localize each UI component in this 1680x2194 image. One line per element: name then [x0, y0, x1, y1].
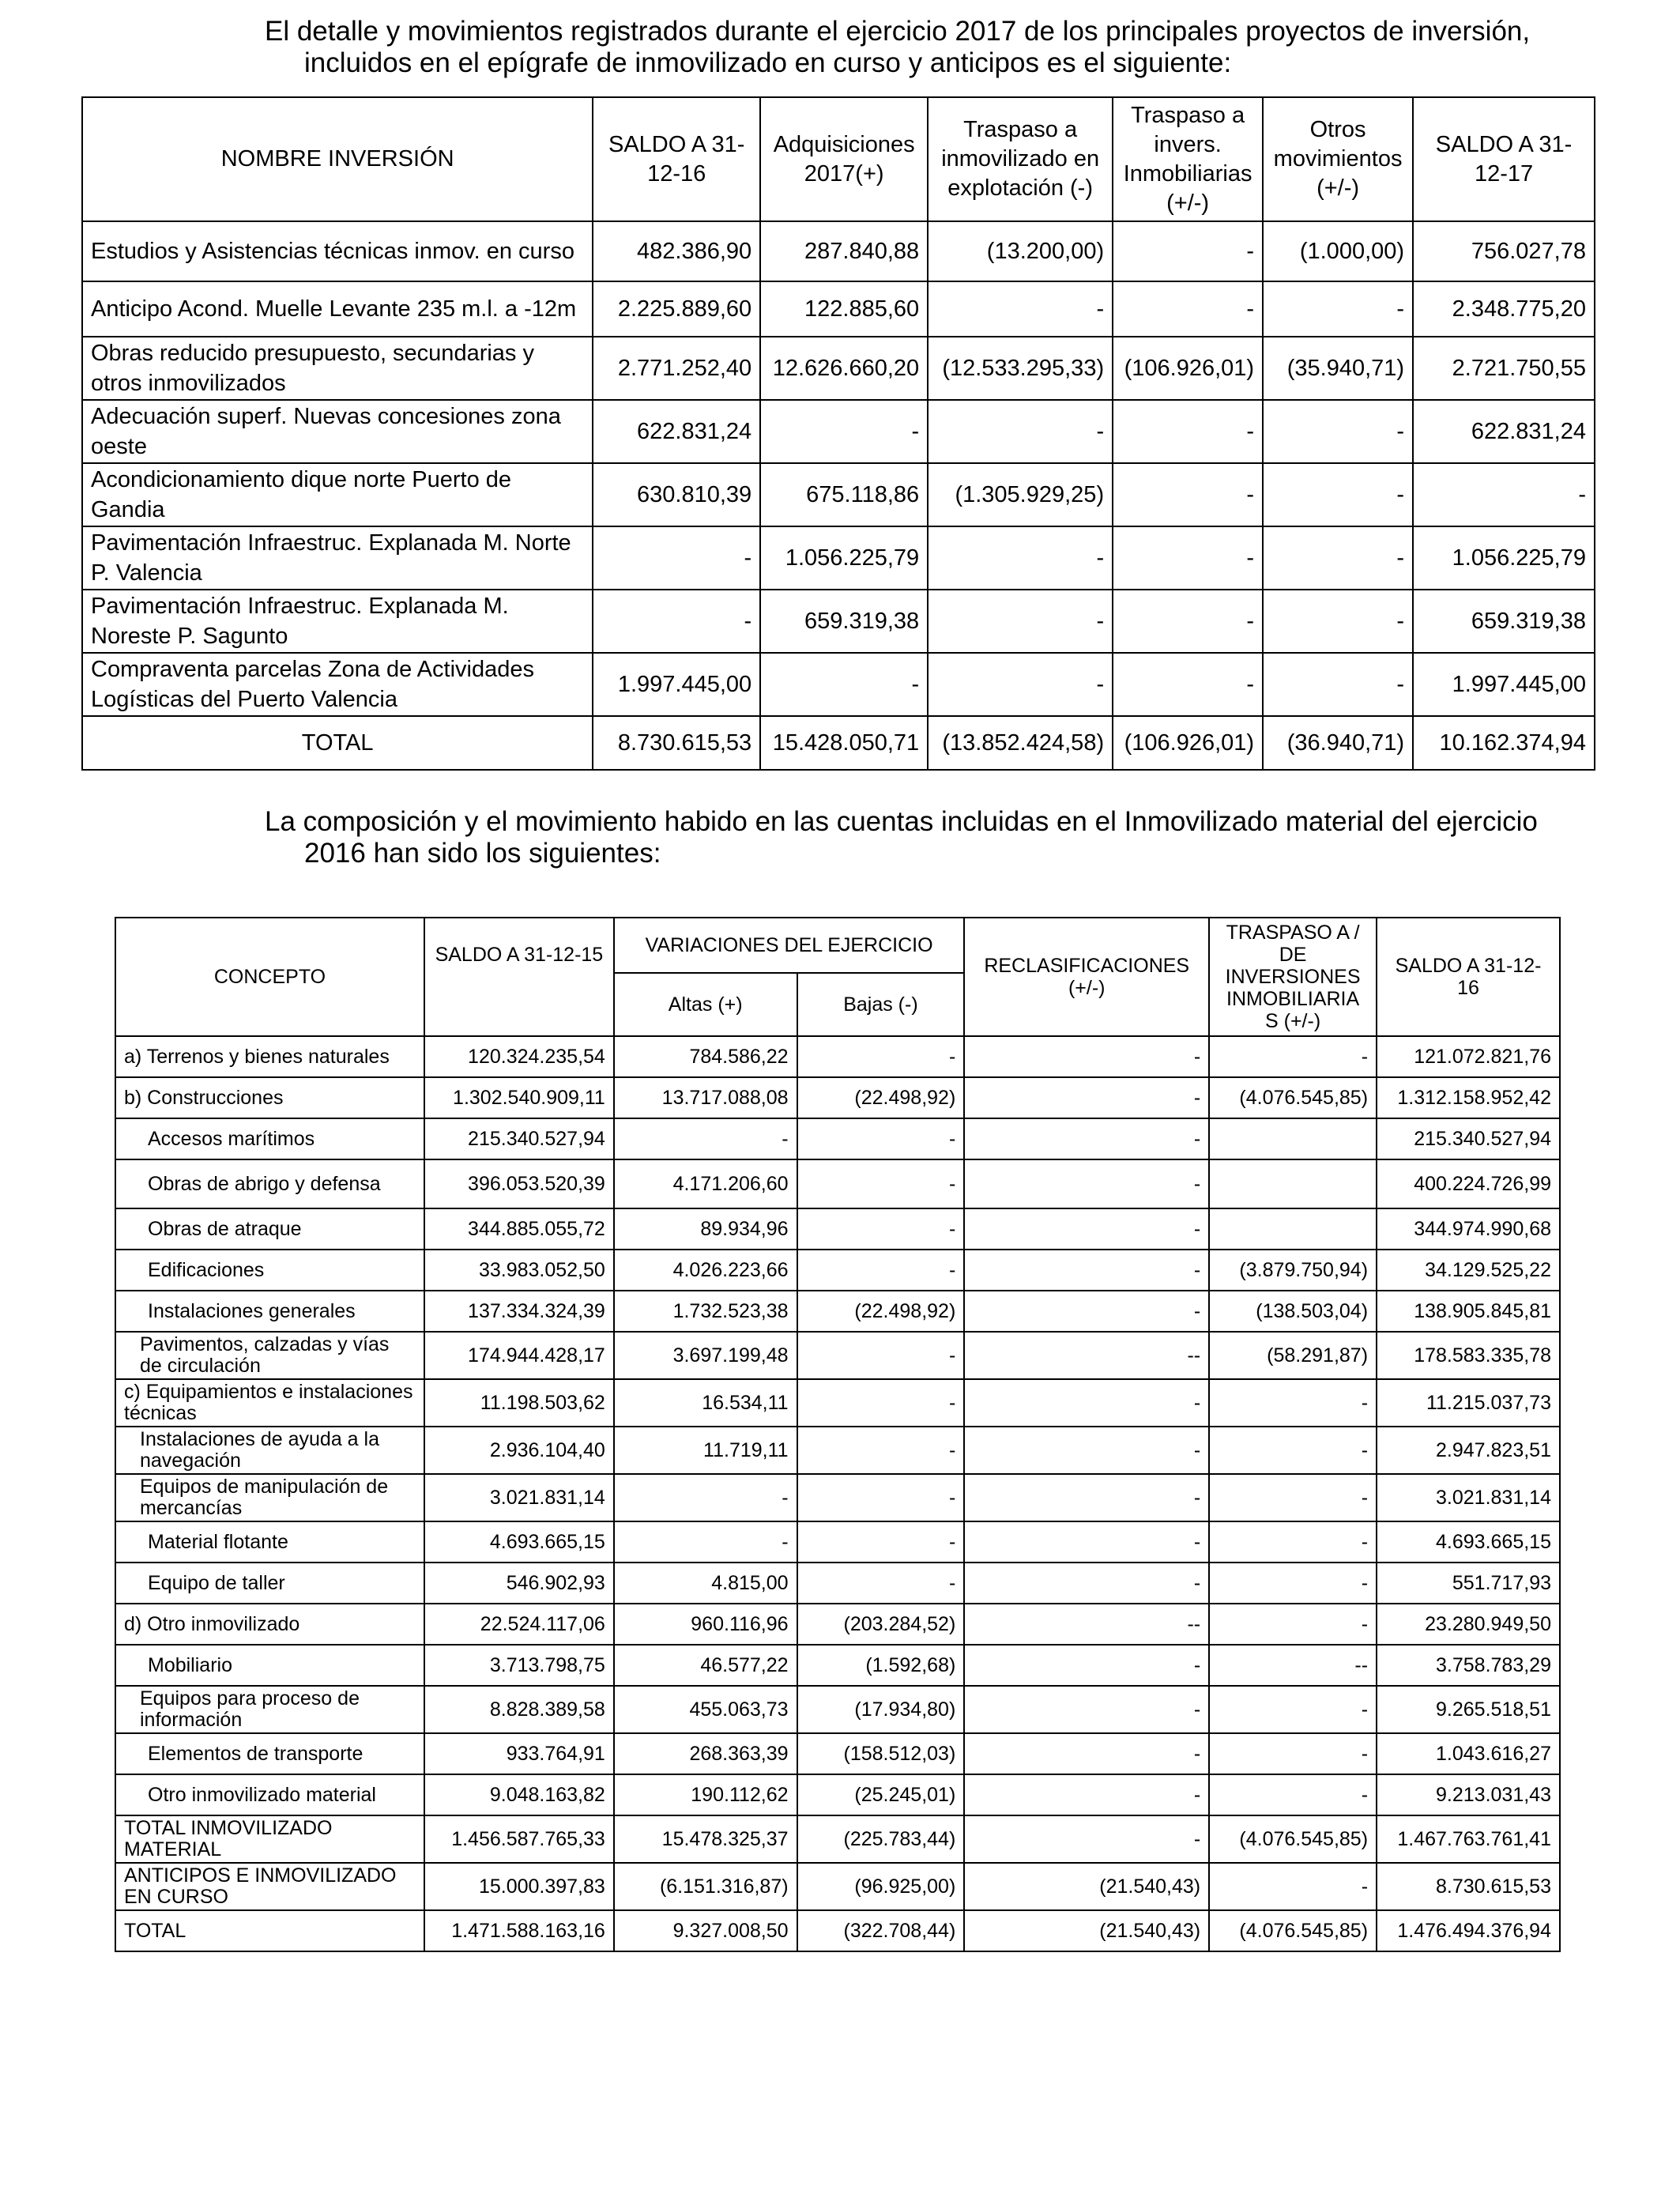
cell-traspaso-inmobiliarias: -: [1113, 653, 1263, 716]
header-adquisiciones: Adquisiciones 2017(+): [760, 97, 928, 221]
cell-altas: 15.478.325,37: [614, 1815, 797, 1863]
cell-bajas: (22.498,92): [797, 1291, 965, 1332]
cell-traspaso-inmobiliarias: -: [1113, 463, 1263, 526]
cell-saldo-fin: 622.831,24: [1413, 400, 1595, 463]
cell-reclasificaciones: -: [964, 1036, 1209, 1077]
cell-concepto: TOTAL INMOVILIZADO MATERIAL: [115, 1815, 424, 1863]
cell-saldo-ini: 33.983.052,50: [424, 1250, 614, 1291]
header-bajas: Bajas (-): [797, 973, 965, 1036]
cell-traspaso-explotacion: -: [928, 653, 1113, 716]
cell-traspaso: (3.879.750,94): [1209, 1250, 1377, 1291]
cell-bajas: -: [797, 1036, 965, 1077]
cell-saldo-fin: 1.056.225,79: [1413, 526, 1595, 590]
cell-concepto: Obras de abrigo y defensa: [115, 1159, 424, 1208]
cell-reclasificaciones: -: [964, 1521, 1209, 1563]
table-row: [115, 1521, 1560, 1563]
cell-concepto: c) Equipamientos e instalaciones técnicas: [115, 1379, 424, 1427]
cell-saldo-fin: 121.072.821,76: [1377, 1036, 1560, 1077]
cell-nombre: Obras reducido presupuesto, secundarias y otros inmovilizados: [82, 337, 593, 400]
table-row: [115, 1427, 1560, 1474]
cell-reclasificaciones: -: [964, 1563, 1209, 1604]
cell-reclasificaciones: -: [964, 1645, 1209, 1686]
header-variaciones-ejercicio: VARIACIONES DEL EJERCICIO: [614, 918, 964, 973]
cell-concepto: Mobiliario: [115, 1645, 424, 1686]
cell-saldo-fin: 2.947.823,51: [1377, 1427, 1560, 1474]
header-traspaso-inversiones: TRASPASO A / DE INVERSIONES INMOBILIARIA S (+/-): [1209, 918, 1377, 1036]
cell-nombre: Estudios y Asistencias técnicas inmov. en curso: [82, 221, 593, 281]
cell-traspaso-explotacion: (12.533.295,33): [928, 337, 1113, 400]
table-row: [82, 281, 1595, 337]
cell-saldo-ini: 3.713.798,75: [424, 1645, 614, 1686]
cell-saldo-ini: 11.198.503,62: [424, 1379, 614, 1427]
table-row: [115, 1863, 1560, 1910]
cell-concepto: TOTAL: [115, 1910, 424, 1951]
cell-altas: 16.534,11: [614, 1379, 797, 1427]
header-saldo-31-12-17: SALDO A 31-12-17: [1413, 97, 1595, 221]
cell-saldo-ini: 137.334.324,39: [424, 1291, 614, 1332]
cell-traspaso: -: [1209, 1686, 1377, 1733]
table-row: [115, 1036, 1560, 1077]
cell-traspaso-inmobiliarias: (106.926,01): [1113, 337, 1263, 400]
cell-saldo-ini: 22.524.117,06: [424, 1604, 614, 1645]
cell-saldo-ini: 344.885.055,72: [424, 1208, 614, 1250]
total-label: TOTAL: [82, 716, 593, 770]
cell-bajas: (22.498,92): [797, 1077, 965, 1118]
cell-adquisiciones: -: [760, 653, 928, 716]
cell-reclasificaciones: -: [964, 1733, 1209, 1774]
table-row: [82, 337, 1595, 400]
cell-traspaso: -: [1209, 1604, 1377, 1645]
cell-otros: -: [1263, 653, 1413, 716]
cell-concepto: ANTICIPOS E INMOVILIZADO EN CURSO: [115, 1863, 424, 1910]
header-saldo-31-12-16: SALDO A 31-12-16: [593, 97, 760, 221]
cell-nombre: Acondicionamiento dique norte Puerto de Gandia: [82, 463, 593, 526]
cell-adquisiciones: 675.118,86: [760, 463, 928, 526]
cell-concepto: Obras de atraque: [115, 1208, 424, 1250]
cell-otros: -: [1263, 281, 1413, 337]
cell-reclasificaciones: -: [964, 1159, 1209, 1208]
cell-saldo-fin: 1.467.763.761,41: [1377, 1815, 1560, 1863]
cell-saldo-fin: 4.693.665,15: [1377, 1521, 1560, 1563]
table-row: [115, 1291, 1560, 1332]
cell-reclasificaciones: -: [964, 1427, 1209, 1474]
cell-saldo-ini: 1.456.587.765,33: [424, 1815, 614, 1863]
cell-saldo-fin: 9.213.031,43: [1377, 1774, 1560, 1815]
total-traspaso-inmobiliarias: (106.926,01): [1113, 716, 1263, 770]
cell-saldo-fin: 9.265.518,51: [1377, 1686, 1560, 1733]
table-row: [115, 1645, 1560, 1686]
cell-altas: 455.063,73: [614, 1686, 797, 1733]
cell-bajas: (158.512,03): [797, 1733, 965, 1774]
table-row: [115, 1118, 1560, 1159]
cell-nombre: Pavimentación Infraestruc. Explanada M. Noreste P. Sagunto: [82, 590, 593, 653]
cell-saldo-fin: 659.319,38: [1413, 590, 1595, 653]
cell-saldo-ini: 3.021.831,14: [424, 1474, 614, 1521]
cell-traspaso: -: [1209, 1563, 1377, 1604]
cell-bajas: -: [797, 1474, 965, 1521]
cell-adquisiciones: 122.885,60: [760, 281, 928, 337]
cell-bajas: (25.245,01): [797, 1774, 965, 1815]
cell-concepto: Otro inmovilizado material: [115, 1774, 424, 1815]
inmovilizado-material-2016-table: [115, 917, 1561, 1952]
cell-bajas: -: [797, 1208, 965, 1250]
cell-otros: -: [1263, 590, 1413, 653]
cell-altas: 960.116,96: [614, 1604, 797, 1645]
cell-traspaso: (4.076.545,85): [1209, 1815, 1377, 1863]
cell-reclasificaciones: (21.540,43): [964, 1863, 1209, 1910]
cell-altas: -: [614, 1521, 797, 1563]
cell-saldo-ini: 2.225.889,60: [593, 281, 760, 337]
cell-saldo-ini: 215.340.527,94: [424, 1118, 614, 1159]
cell-concepto: Material flotante: [115, 1521, 424, 1563]
cell-traspaso: -: [1209, 1863, 1377, 1910]
header-altas: Altas (+): [614, 973, 797, 1036]
cell-traspaso-explotacion: (13.200,00): [928, 221, 1113, 281]
table-2017-total-row: [82, 716, 1595, 770]
cell-altas: 46.577,22: [614, 1645, 797, 1686]
cell-saldo-fin: 138.905.845,81: [1377, 1291, 1560, 1332]
cell-traspaso: [1209, 1208, 1377, 1250]
table-row: [115, 1733, 1560, 1774]
cell-traspaso-inmobiliarias: -: [1113, 526, 1263, 590]
cell-traspaso: -: [1209, 1427, 1377, 1474]
table-row: [115, 1604, 1560, 1645]
cell-concepto: Equipos para proceso de información: [115, 1686, 424, 1733]
cell-reclasificaciones: --: [964, 1604, 1209, 1645]
intro-2017-line1: El detalle y movimientos registrados durante el ejercicio 2017 de los principales proyectos de inversión,: [265, 16, 1531, 47]
cell-traspaso: -: [1209, 1036, 1377, 1077]
cell-adquisiciones: 12.626.660,20: [760, 337, 928, 400]
cell-reclasificaciones: -: [964, 1118, 1209, 1159]
cell-bajas: (1.592,68): [797, 1645, 965, 1686]
table-row: [115, 1815, 1560, 1863]
cell-concepto: d) Otro inmovilizado: [115, 1604, 424, 1645]
cell-reclasificaciones: -: [964, 1686, 1209, 1733]
cell-altas: 89.934,96: [614, 1208, 797, 1250]
total-saldo-ini: 8.730.615,53: [593, 716, 760, 770]
cell-nombre: Anticipo Acond. Muelle Levante 235 m.l. a -12m: [82, 281, 593, 337]
table-row: [115, 1379, 1560, 1427]
cell-traspaso-inmobiliarias: -: [1113, 281, 1263, 337]
cell-reclasificaciones: (21.540,43): [964, 1910, 1209, 1951]
cell-saldo-fin: 551.717,93: [1377, 1563, 1560, 1604]
cell-saldo-ini: 120.324.235,54: [424, 1036, 614, 1077]
cell-concepto: Instalaciones generales: [115, 1291, 424, 1332]
table-row: [115, 1208, 1560, 1250]
cell-saldo-fin: 344.974.990,68: [1377, 1208, 1560, 1250]
cell-altas: 9.327.008,50: [614, 1910, 797, 1951]
cell-reclasificaciones: -: [964, 1077, 1209, 1118]
cell-bajas: (17.934,80): [797, 1686, 965, 1733]
cell-saldo-ini: 546.902,93: [424, 1563, 614, 1604]
cell-reclasificaciones: -: [964, 1379, 1209, 1427]
cell-concepto: Equipo de taller: [115, 1563, 424, 1604]
cell-saldo-ini: 1.302.540.909,11: [424, 1077, 614, 1118]
cell-otros: (1.000,00): [1263, 221, 1413, 281]
total-traspaso-explotacion: (13.852.424,58): [928, 716, 1113, 770]
cell-traspaso: (4.076.545,85): [1209, 1910, 1377, 1951]
cell-adquisiciones: 1.056.225,79: [760, 526, 928, 590]
cell-saldo-fin: 3.021.831,14: [1377, 1474, 1560, 1521]
cell-traspaso: [1209, 1118, 1377, 1159]
total-saldo-fin: 10.162.374,94: [1413, 716, 1595, 770]
cell-reclasificaciones: --: [964, 1332, 1209, 1379]
cell-altas: 3.697.199,48: [614, 1332, 797, 1379]
cell-concepto: Edificaciones: [115, 1250, 424, 1291]
table-row: [115, 1332, 1560, 1379]
cell-altas: 13.717.088,08: [614, 1077, 797, 1118]
cell-bajas: -: [797, 1159, 965, 1208]
cell-altas: 268.363,39: [614, 1733, 797, 1774]
cell-saldo-ini: 396.053.520,39: [424, 1159, 614, 1208]
intro-2016-paragraph: [265, 806, 1656, 869]
cell-bajas: -: [797, 1250, 965, 1291]
cell-saldo-ini: 933.764,91: [424, 1733, 614, 1774]
cell-reclasificaciones: -: [964, 1774, 1209, 1815]
cell-traspaso: -: [1209, 1521, 1377, 1563]
cell-reclasificaciones: -: [964, 1291, 1209, 1332]
cell-traspaso: --: [1209, 1645, 1377, 1686]
table-row: [115, 1159, 1560, 1208]
cell-traspaso: (4.076.545,85): [1209, 1077, 1377, 1118]
header-concepto: CONCEPTO: [115, 918, 424, 1036]
cell-saldo-fin: 400.224.726,99: [1377, 1159, 1560, 1208]
cell-otros: -: [1263, 463, 1413, 526]
cell-altas: 4.815,00: [614, 1563, 797, 1604]
cell-saldo-fin: 3.758.783,29: [1377, 1645, 1560, 1686]
cell-bajas: -: [797, 1563, 965, 1604]
cell-traspaso-explotacion: -: [928, 400, 1113, 463]
cell-saldo-ini: 2.771.252,40: [593, 337, 760, 400]
header-reclasificaciones: RECLASIFICACIONES (+/-): [964, 918, 1209, 1036]
cell-saldo-fin: 1.312.158.952,42: [1377, 1077, 1560, 1118]
cell-altas: 190.112,62: [614, 1774, 797, 1815]
cell-saldo-fin: 756.027,78: [1413, 221, 1595, 281]
table-row: [115, 1774, 1560, 1815]
cell-bajas: -: [797, 1332, 965, 1379]
cell-reclasificaciones: -: [964, 1250, 1209, 1291]
cell-saldo-ini: 9.048.163,82: [424, 1774, 614, 1815]
cell-saldo-fin: 11.215.037,73: [1377, 1379, 1560, 1427]
table-row: [115, 1686, 1560, 1733]
cell-traspaso-explotacion: -: [928, 281, 1113, 337]
cell-saldo-ini: 174.944.428,17: [424, 1332, 614, 1379]
cell-altas: -: [614, 1118, 797, 1159]
total-adquisiciones: 15.428.050,71: [760, 716, 928, 770]
table-row: [115, 1563, 1560, 1604]
cell-saldo-fin: -: [1413, 463, 1595, 526]
cell-saldo-ini: 1.997.445,00: [593, 653, 760, 716]
header-traspaso-inmobiliarias: Traspaso a invers. Inmobiliarias (+/-): [1113, 97, 1263, 221]
cell-traspaso: (58.291,87): [1209, 1332, 1377, 1379]
cell-adquisiciones: -: [760, 400, 928, 463]
table-row: [82, 463, 1595, 526]
cell-altas: 11.719,11: [614, 1427, 797, 1474]
cell-altas: 4.171.206,60: [614, 1159, 797, 1208]
cell-reclasificaciones: -: [964, 1815, 1209, 1863]
cell-reclasificaciones: -: [964, 1474, 1209, 1521]
cell-concepto: Accesos marítimos: [115, 1118, 424, 1159]
intro-2016-line2: 2016 han sido los siguientes:: [304, 838, 661, 869]
cell-bajas: (225.783,44): [797, 1815, 965, 1863]
cell-saldo-fin: 178.583.335,78: [1377, 1332, 1560, 1379]
cell-nombre: Compraventa parcelas Zona de Actividades Logísticas del Puerto Valencia: [82, 653, 593, 716]
cell-traspaso: -: [1209, 1379, 1377, 1427]
cell-bajas: -: [797, 1379, 965, 1427]
cell-otros: (35.940,71): [1263, 337, 1413, 400]
cell-altas: 4.026.223,66: [614, 1250, 797, 1291]
header-traspaso-explotacion: Traspaso a inmovilizado en explotación (-): [928, 97, 1113, 221]
cell-bajas: -: [797, 1118, 965, 1159]
cell-saldo-ini: 8.828.389,58: [424, 1686, 614, 1733]
cell-traspaso-inmobiliarias: -: [1113, 400, 1263, 463]
header-saldo-31-12-15: SALDO A 31-12-15: [424, 918, 614, 1036]
cell-traspaso: -: [1209, 1474, 1377, 1521]
cell-traspaso: [1209, 1159, 1377, 1208]
cell-altas: 1.732.523,38: [614, 1291, 797, 1332]
cell-concepto: Elementos de transporte: [115, 1733, 424, 1774]
header-otros-movimientos: Otros movimientos (+/-): [1263, 97, 1413, 221]
cell-saldo-ini: 482.386,90: [593, 221, 760, 281]
cell-altas: 784.586,22: [614, 1036, 797, 1077]
cell-bajas: (322.708,44): [797, 1910, 965, 1951]
cell-saldo-fin: 2.348.775,20: [1413, 281, 1595, 337]
cell-traspaso-explotacion: -: [928, 526, 1113, 590]
cell-adquisiciones: 659.319,38: [760, 590, 928, 653]
cell-traspaso-explotacion: (1.305.929,25): [928, 463, 1113, 526]
cell-saldo-ini: 4.693.665,15: [424, 1521, 614, 1563]
cell-saldo-fin: 215.340.527,94: [1377, 1118, 1560, 1159]
cell-saldo-fin: 1.476.494.376,94: [1377, 1910, 1560, 1951]
table-row: [82, 400, 1595, 463]
cell-bajas: (203.284,52): [797, 1604, 965, 1645]
intro-2016-line1: La composición y el movimiento habido en las cuentas incluidas en el Inmovilizado material del ejercicio: [265, 806, 1538, 837]
cell-concepto: a) Terrenos y bienes naturales: [115, 1036, 424, 1077]
cell-altas: -: [614, 1474, 797, 1521]
cell-saldo-ini: 15.000.397,83: [424, 1863, 614, 1910]
cell-nombre: Pavimentación Infraestruc. Explanada M. Norte P. Valencia: [82, 526, 593, 590]
cell-saldo-ini: -: [593, 590, 760, 653]
table-row: [115, 1250, 1560, 1291]
cell-otros: -: [1263, 526, 1413, 590]
cell-bajas: -: [797, 1427, 965, 1474]
cell-traspaso: -: [1209, 1733, 1377, 1774]
table-row: [115, 1910, 1560, 1951]
cell-concepto: Pavimentos, calzadas y vías de circulación: [115, 1332, 424, 1379]
intro-2017-line2: incluidos en el epígrafe de inmovilizado en curso y anticipos es el siguiente:: [304, 47, 1232, 78]
header-nombre-inversion: NOMBRE INVERSIÓN: [82, 97, 593, 221]
cell-traspaso: (138.503,04): [1209, 1291, 1377, 1332]
cell-saldo-fin: 23.280.949,50: [1377, 1604, 1560, 1645]
header-saldo-31-12-16: SALDO A 31-12-16: [1377, 918, 1560, 1036]
cell-saldo-ini: -: [593, 526, 760, 590]
total-otros: (36.940,71): [1263, 716, 1413, 770]
cell-saldo-fin: 1.043.616,27: [1377, 1733, 1560, 1774]
cell-concepto: Instalaciones de ayuda a la navegación: [115, 1427, 424, 1474]
cell-saldo-ini: 630.810,39: [593, 463, 760, 526]
cell-concepto: b) Construcciones: [115, 1077, 424, 1118]
table-row: [82, 590, 1595, 653]
cell-reclasificaciones: -: [964, 1208, 1209, 1250]
cell-altas: (6.151.316,87): [614, 1863, 797, 1910]
table-row: [115, 1474, 1560, 1521]
cell-traspaso-inmobiliarias: -: [1113, 221, 1263, 281]
cell-saldo-ini: 2.936.104,40: [424, 1427, 614, 1474]
cell-saldo-fin: 34.129.525,22: [1377, 1250, 1560, 1291]
cell-saldo-fin: 1.997.445,00: [1413, 653, 1595, 716]
investment-projects-2017-table: [81, 96, 1595, 771]
table-row: [82, 526, 1595, 590]
cell-traspaso-explotacion: -: [928, 590, 1113, 653]
cell-saldo-fin: 8.730.615,53: [1377, 1863, 1560, 1910]
cell-bajas: -: [797, 1521, 965, 1563]
cell-nombre: Adecuación superf. Nuevas concesiones zona oeste: [82, 400, 593, 463]
cell-saldo-fin: 2.721.750,55: [1413, 337, 1595, 400]
cell-traspaso: -: [1209, 1774, 1377, 1815]
cell-bajas: (96.925,00): [797, 1863, 965, 1910]
cell-adquisiciones: 287.840,88: [760, 221, 928, 281]
cell-saldo-ini: 1.471.588.163,16: [424, 1910, 614, 1951]
cell-concepto: Equipos de manipulación de mercancías: [115, 1474, 424, 1521]
table-row: [82, 653, 1595, 716]
intro-2017-paragraph: [265, 16, 1656, 79]
cell-saldo-ini: 622.831,24: [593, 400, 760, 463]
table-row: [82, 221, 1595, 281]
table-row: [115, 1077, 1560, 1118]
cell-traspaso-inmobiliarias: -: [1113, 590, 1263, 653]
cell-otros: -: [1263, 400, 1413, 463]
